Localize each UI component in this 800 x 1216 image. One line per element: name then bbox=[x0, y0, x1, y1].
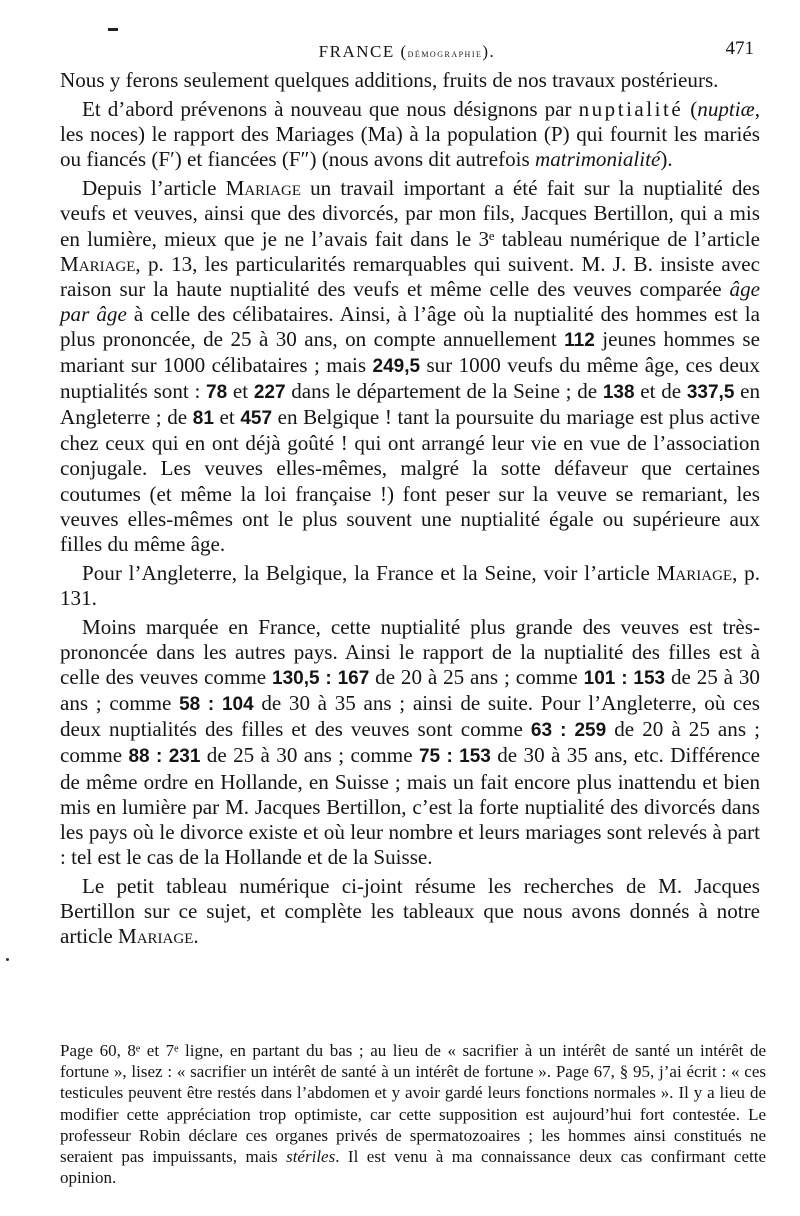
text-run: un travail important a été fait sur la nuptialité des veufs et veuves, ainsi que des divorcés, par mon fils, Jacques Bertillon, qui a mis en lumière, mieux que je ne l’avais fait dans le 3ᵉ tableau numérique de l’article bbox=[60, 176, 760, 251]
text-run: Le petit tableau numérique ci-joint résume les recherches de M. Jacques Bertillon sur ce sujet, et complète les tableaux que nous avons donnés à notre article bbox=[60, 873, 760, 949]
printer-mark bbox=[108, 28, 118, 31]
paragraph bbox=[60, 561, 760, 611]
statistic-value: 457 bbox=[240, 408, 273, 430]
text-run: en Angleterre ; de bbox=[60, 379, 761, 430]
statistic-value: 249,5 bbox=[372, 356, 421, 378]
text-run: , p. 13, les particularités remarquables qui suivent. M. J. B. insiste avec raison sur la haute nuptialité des veufs et même celle des veuves comparée bbox=[60, 251, 760, 301]
text-run: de 30 à 35 ans, etc. Différence de même ordre en Hollande, en Suisse ; mais un fait encore plus inattendu et bien mis en lumière par M. Jacques Bertillon, c’est la forte nuptialité des divorcés dans les pays où le divorce existe et où leur nombre et leurs mariages sont relevés à part : tel est le cas de la Hollande et de la Suisse. bbox=[60, 743, 760, 869]
ink-speck bbox=[6, 958, 9, 961]
statistic-value: 88 : 231 bbox=[128, 746, 201, 768]
article-reference: Mariage bbox=[225, 176, 301, 201]
text-run: de 20 à 25 ans ; comme bbox=[369, 665, 584, 690]
text-run: et de bbox=[634, 379, 687, 404]
text-run: dans le département de la Seine ; de bbox=[285, 379, 603, 404]
statistic-value: 337,5 bbox=[686, 382, 735, 404]
statistic-value: 112 bbox=[564, 329, 595, 351]
text-run: et bbox=[227, 379, 254, 404]
text-run: Et d’abord prévenons à nouveau que nous désignons par bbox=[82, 97, 579, 122]
statistic-value: 130,5 : 167 bbox=[272, 668, 370, 690]
text-run: de 30 à 35 ans ; ainsi de suite. Pour l’Angleterre, où ces deux nuptialités des filles et des veuves sont comme bbox=[60, 691, 760, 742]
text-run: . bbox=[193, 924, 199, 949]
text-run: de 25 à 30 ans ; comme bbox=[60, 665, 760, 716]
text-run: Pour l’Angleterre, la Belgique, la France et la Seine, voir l’article bbox=[82, 560, 657, 585]
italic-text: nuptiæ bbox=[697, 97, 755, 122]
paragraph bbox=[60, 97, 760, 172]
text-run: Depuis l’article bbox=[82, 176, 226, 201]
running-head-close: ). bbox=[482, 42, 496, 61]
text-run: sur 1000 veufs du même âge, ces deux nuptialités sont : bbox=[60, 353, 760, 404]
italic-text: matrimonialité bbox=[534, 147, 661, 172]
text-run: en Belgique ! tant la poursuite du mariage est plus active chez ceux qui en ont déjà goûté ! qui ont arrangé leur vie en vue de l’association conjugale. Les veuves elles-mêmes, malgré la sotte défaveur que certaines coutumes (et même la loi française !) font peser sur la veuve se remariant, les veuves elles-mêmes ont le plus souvent une nuptialité égale ou supérieure aux filles du même âge. bbox=[60, 405, 760, 556]
paragraph bbox=[60, 615, 760, 870]
paragraph bbox=[60, 68, 760, 93]
statistic-value: 75 : 153 bbox=[418, 746, 491, 768]
article-reference: Mariage bbox=[60, 251, 136, 276]
statistic-value: 81 bbox=[192, 408, 214, 430]
text-run: Page 60, 8ᵉ et 7ᵉ ligne, en partant du bas ; au lieu de « sacrifier à un intérêt de santé un intérêt de fortune », lisez : « sacrifier un intérêt de santé à un intérêt de fortune ». Page 67, § 95, j’ai écrit : « ces testicules peuvent être restés dans l’abdomen et y avoir gardé leurs fonctions normales ». Il y a lieu de modifier cette appréciation trop optimiste, car cette supposition est aujourd’hui fort contestée. Le professeur Robin déclare ces organes privés de spermatozoaires ; les hommes ainsi constitués ne seraient pas impuissants, mais bbox=[60, 1041, 766, 1167]
paragraph bbox=[60, 176, 760, 556]
italic-text: stériles bbox=[286, 1147, 336, 1167]
text-run: de 25 à 30 ans ; comme bbox=[200, 743, 419, 768]
statistic-value: 78 bbox=[206, 382, 228, 404]
running-head-title: FRANCE ( bbox=[318, 42, 408, 61]
text-run: et bbox=[213, 405, 241, 430]
text-run: jeunes hommes se mariant sur 1000 célibataires ; mais bbox=[60, 326, 760, 378]
statistic-value: 101 : 153 bbox=[583, 668, 666, 690]
page-header bbox=[60, 38, 754, 68]
statistic-value: 138 bbox=[602, 382, 635, 404]
text-run: de 20 à 25 ans ; comme bbox=[60, 717, 760, 768]
text-run: . Il est venu à ma connaissance deux cas confirmant cette opinion. bbox=[60, 1147, 766, 1188]
paragraph bbox=[60, 874, 760, 949]
page-number: 471 bbox=[725, 38, 754, 59]
erratum-paragraph bbox=[60, 1040, 766, 1188]
text-run: à celle des célibataires. Ainsi, à l’âge où la nuptialité des hommes est la plus prononcée, de 25 à 30 ans, on compte annuellement bbox=[60, 301, 760, 351]
text-run: ). bbox=[660, 147, 673, 172]
text-run: Nous y ferons seulement quelques additions, fruits de nos travaux postérieurs. bbox=[60, 68, 719, 92]
statistic-value: 227 bbox=[253, 382, 286, 404]
running-head bbox=[60, 42, 754, 62]
article-reference: Mariage bbox=[656, 560, 733, 585]
defined-term: nuptialité bbox=[578, 97, 684, 122]
italic-text: âge par âge bbox=[60, 276, 760, 326]
statistic-value: 63 : 259 bbox=[530, 720, 607, 742]
article-reference: Mariage bbox=[117, 924, 194, 949]
statistic-value: 58 : 104 bbox=[179, 694, 254, 716]
main-text bbox=[60, 68, 760, 949]
text-run: ( bbox=[683, 97, 698, 122]
text-run: , les noces) le rapport des Mariages (Ma) à la population (P) qui fournit les mariés ou fiancés (F′) et fiancées (F″) (nous avons dit autrefois bbox=[60, 97, 760, 172]
running-head-subtitle: démographie bbox=[407, 46, 483, 60]
text-run: Moins marquée en France, cette nuptialité plus grande des veuves est très-prononcée dans les autres pays. Ainsi le rapport de la nuptialité des filles est à celle des veuves comme bbox=[60, 614, 760, 690]
erratum-note bbox=[60, 1040, 766, 1188]
text-run: , p. 131. bbox=[60, 560, 760, 610]
